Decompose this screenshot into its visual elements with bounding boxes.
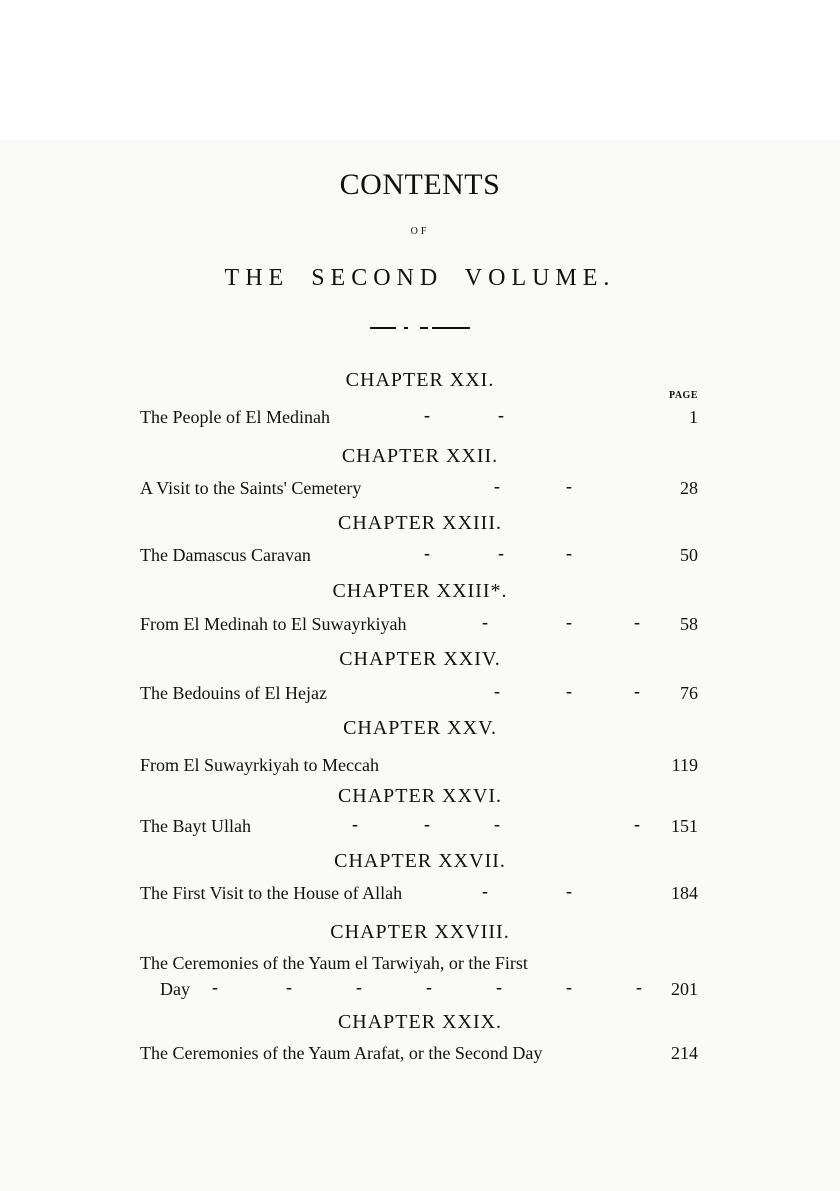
entry-page: 50: [680, 545, 698, 565]
chapter-heading: CHAPTER XXVIII.: [330, 921, 510, 943]
leader-dot: -: [482, 881, 488, 901]
leader-dot: -: [498, 405, 504, 425]
entry-page: 214: [671, 1043, 698, 1063]
chapter-heading: CHAPTER XXIII.: [338, 512, 502, 534]
entry-title: The First Visit to the House of Allah: [140, 883, 403, 903]
leader-dot: -: [494, 814, 500, 834]
chapter-heading: CHAPTER XXIV.: [339, 648, 501, 670]
entry-page: 151: [671, 816, 698, 836]
leader-dot: -: [424, 543, 430, 563]
leader-dot: -: [356, 977, 362, 997]
chapter-heading: CHAPTER XXVII.: [334, 850, 506, 872]
entry-page: 184: [671, 883, 698, 903]
leader-dot: -: [352, 814, 358, 834]
entry-title: The People of El Medinah: [140, 407, 330, 427]
entry-page: 1: [689, 407, 698, 427]
leader-dot: -: [482, 612, 488, 632]
leader-dot: -: [634, 681, 640, 701]
entry-title-line2: Day: [160, 979, 190, 999]
leader-dot: -: [634, 612, 640, 632]
leader-dot: -: [566, 881, 572, 901]
leader-dot: -: [212, 977, 218, 997]
page-column-label: PAGE: [668, 390, 698, 401]
entry-title: A Visit to the Saints' Cemetery: [140, 478, 362, 498]
leader-dot: -: [566, 612, 572, 632]
entry-title: The Ceremonies of the Yaum Arafat, or the Second Day: [140, 1043, 543, 1063]
entry-title: The Bedouins of El Hejaz: [140, 683, 327, 703]
leader-dot: -: [496, 977, 502, 997]
leader-dot: -: [424, 814, 430, 834]
entry-page: 28: [680, 478, 698, 498]
leader-dot: -: [634, 814, 640, 834]
leader-dot: -: [498, 543, 504, 563]
entry-page: 58: [680, 614, 698, 634]
entry-title: From El Medinah to El Suwayrkiyah: [140, 614, 407, 634]
leader-dot: -: [286, 977, 292, 997]
leader-dot: -: [566, 681, 572, 701]
leader-dot: -: [424, 405, 430, 425]
leader-dot: -: [494, 681, 500, 701]
entry-title: The Damascus Caravan: [140, 545, 311, 565]
chapter-heading: CHAPTER XXIX.: [337, 1011, 503, 1033]
chapter-heading: CHAPTER XXV.: [343, 717, 497, 739]
of-label: OF: [410, 226, 430, 237]
entry-title: From El Suwayrkiyah to Meccah: [140, 755, 379, 775]
leader-dot: -: [566, 977, 572, 997]
chapter-heading: CHAPTER XXII.: [341, 445, 499, 467]
leader-dot: -: [566, 476, 572, 496]
entry-page: 201: [671, 979, 698, 999]
entry-page: 119: [671, 755, 698, 775]
leader-dot: -: [566, 543, 572, 563]
entry-page: 76: [680, 683, 698, 703]
ornamental-rule: [370, 326, 470, 330]
leader-dot: -: [636, 977, 642, 997]
chapter-heading: CHAPTER XXI.: [345, 369, 495, 391]
entry-title: The Bayt Ullah: [140, 816, 251, 836]
volume-title: THE SECOND VOLUME.: [224, 265, 616, 291]
leader-dot: -: [426, 977, 432, 997]
chapter-heading: CHAPTER XXVI.: [337, 785, 503, 807]
chapter-heading: CHAPTER XXIII*.: [332, 580, 508, 602]
contents-title: CONTENTS: [339, 168, 501, 201]
entry-title-line1: The Ceremonies of the Yaum el Tarwiyah, or the First: [140, 953, 528, 973]
leader-dot: -: [494, 476, 500, 496]
